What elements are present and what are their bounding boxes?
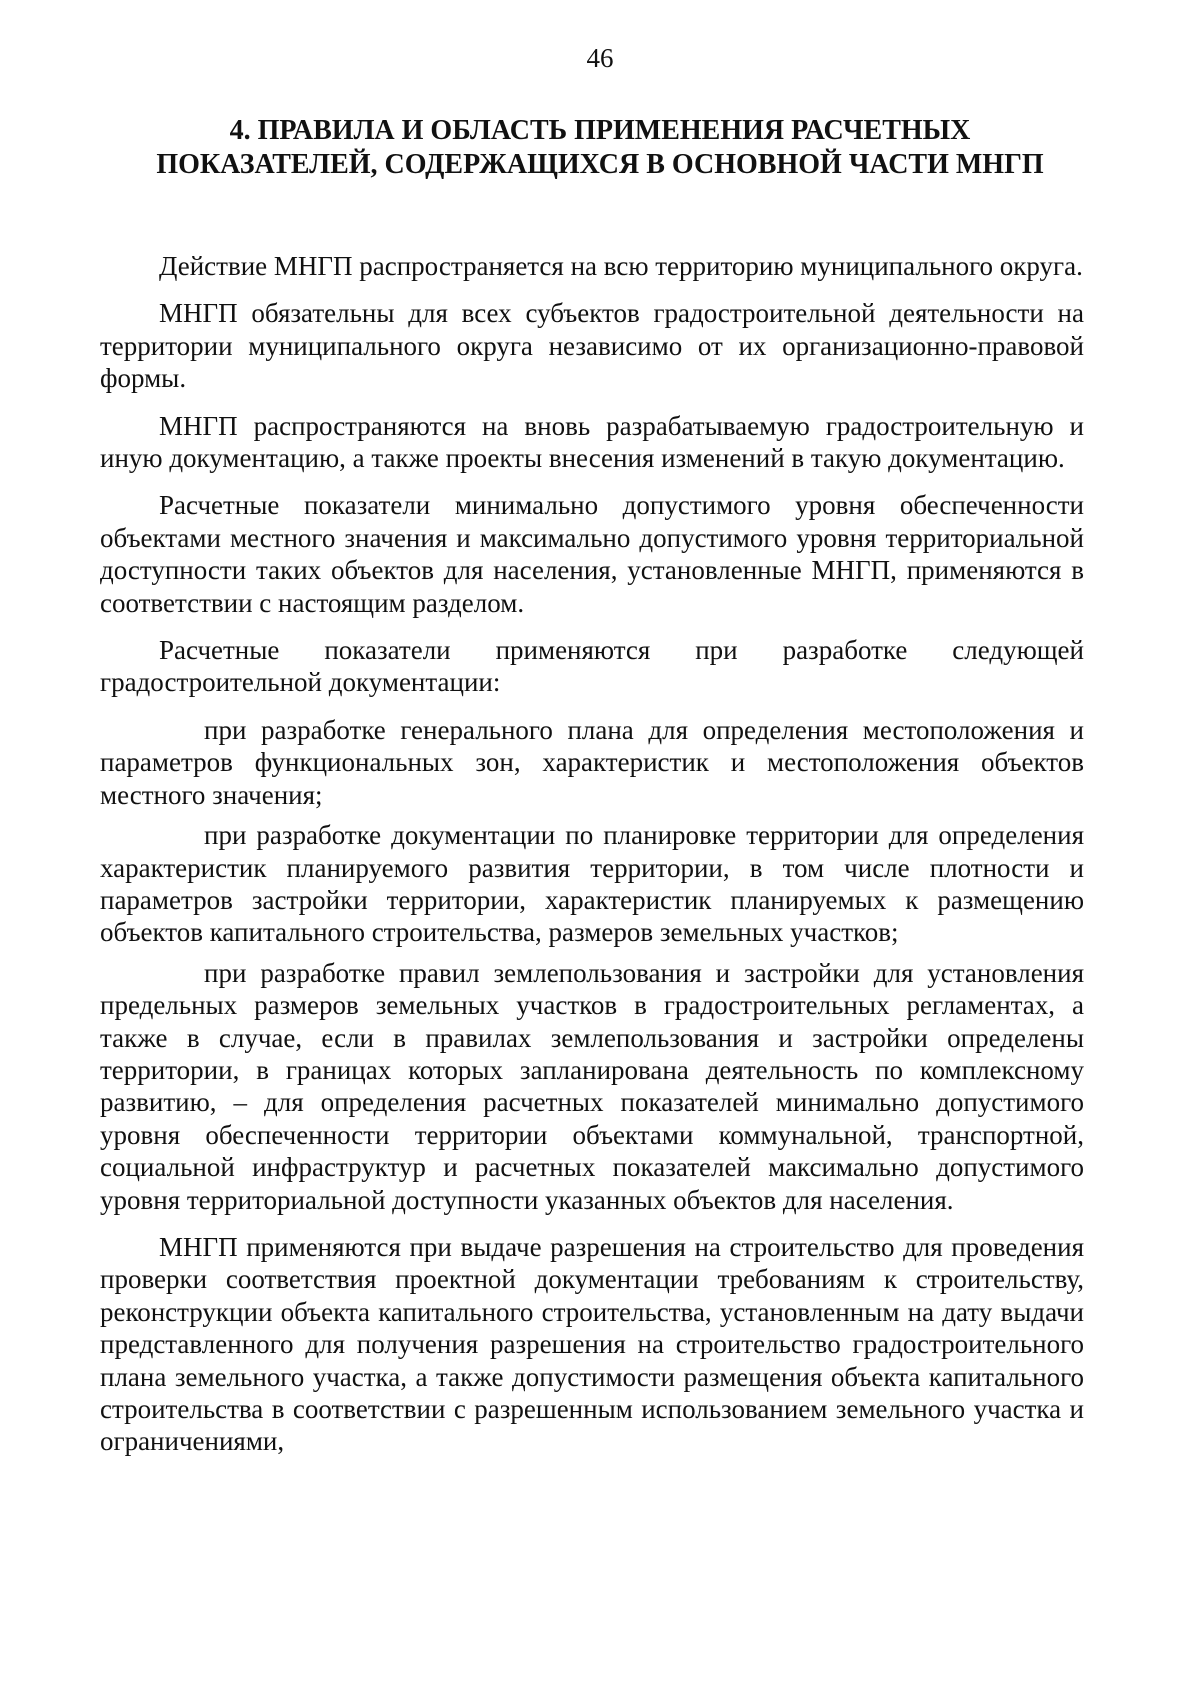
paragraph-application-intro: Расчетные показатели применяются при разработке следующей градостроительной документации: [100,635,1084,698]
section-heading-line-2: ПОКАЗАТЕЛЕЙ, СОДЕРЖАЩИХСЯ В ОСНОВНОЙ ЧАСТИ МНГП [156,149,1044,180]
paragraph-obligatory: МНГП обязательны для всех субъектов градостроительной деятельности на территории муниципального округа независимо от их организационно-правовой формы. [100,298,1084,394]
paragraph-building-permit: МНГП применяются при выдаче разрешения на строительство для проведения проверки соответствия проектной документации требованиям к строительству, реконструкции объекта капитального строительства, установленным на дату выдачи представленного для получения разрешения на строительство градостроительного плана земельного участка, а также допустимости размещения объекта капитального строительства в соответствии с разрешенным использованием земельного участка и ограничениями, [100,1231,1084,1457]
list-item-territory-planning: при разработке документации по планировке территории для определения характеристик планируемого развития территории, в том числе плотности и параметров застройки территории, характеристик планируемых к размещению объектов капитального строительства, размеров земельных участков; [100,820,1084,948]
section-heading [100,114,1100,182]
document-body [100,250,1084,1458]
section-heading-line-1: 4. ПРАВИЛА И ОБЛАСТЬ ПРИМЕНЕНИЯ РАСЧЕТНЫХ [229,115,971,146]
list-item-general-plan: при разработке генерального плана для определения местоположения и параметров функциональных зон, характеристик и местоположения объектов местного значения; [100,714,1084,810]
paragraph-scope: Действие МНГП распространяется на всю территорию муниципального округа. [159,251,1083,281]
paragraph-documentation: МНГП распространяются на вновь разрабатываемую градостроительную и иную документацию, а также проекты внесения изменений в такую документацию. [100,410,1084,474]
list-item-land-use-rules: при разработке правил землепользования и застройки для установления предельных размеров земельных участков в градостроительных регламентах, а также в случае, если в правилах землепользования и застройки определены территории, в границах которых запланирована деятельность по комплексному развитию, – для определения расчетных показателей минимально допустимого уровня обеспеченности территории объектами коммунальной, транспортной, социальной инфраструктур и расчетных показателей максимально допустимого уровня территориальной доступности указанных объектов для населения. [100,957,1084,1215]
paragraph-indicators: Расчетные показатели минимально допустимого уровня обеспеченности объектами местного значения и максимально допустимого уровня территориальной доступности таких объектов для населения, установленные МНГП, применяются в соответствии с настоящим разделом. [100,490,1084,618]
page-number: 46 [586,43,614,73]
